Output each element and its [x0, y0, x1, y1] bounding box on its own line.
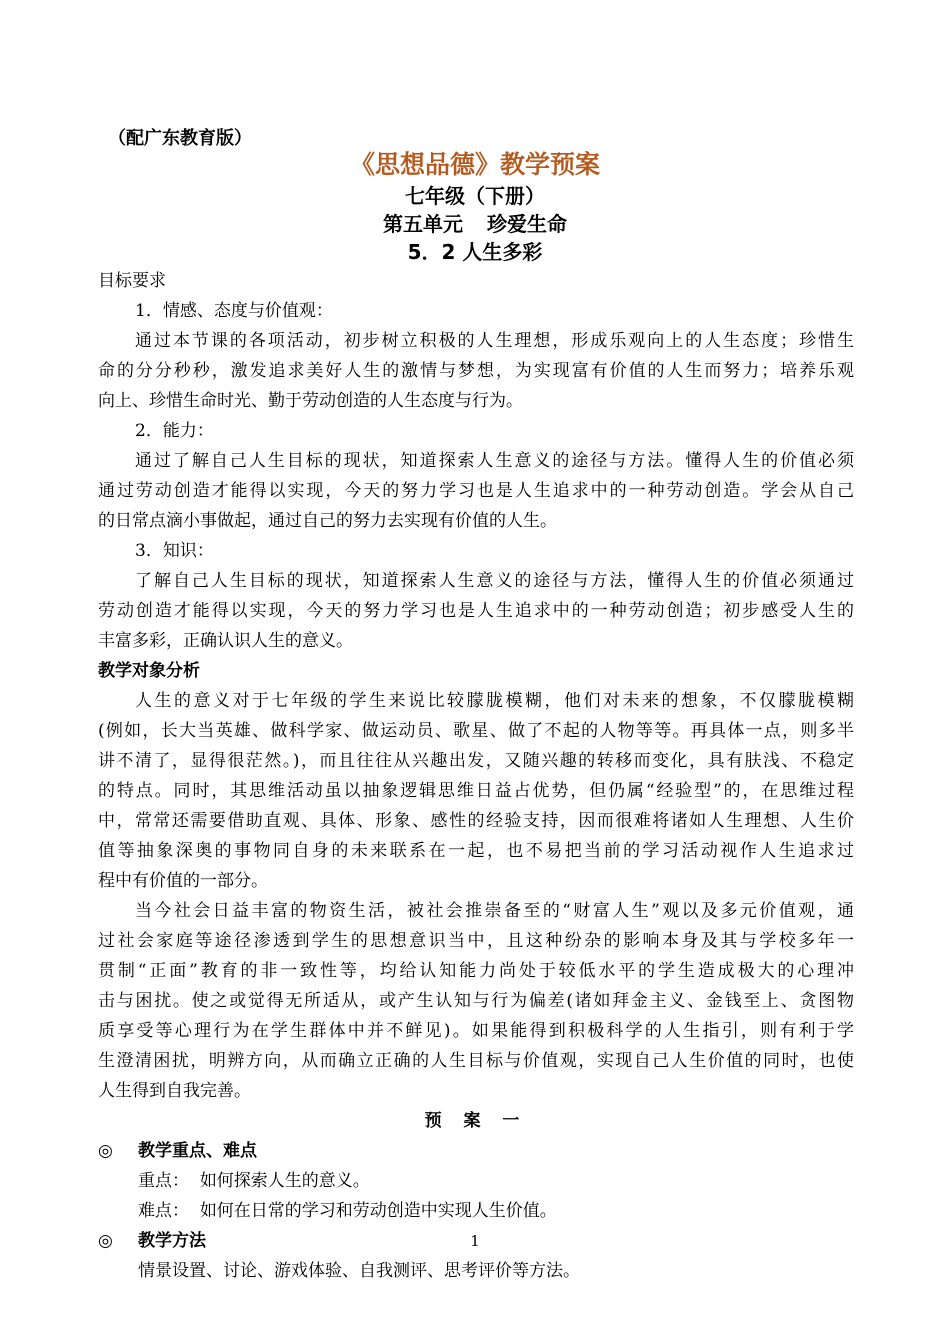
lesson-heading: 5．2 人生多彩 — [407, 240, 543, 264]
unit-name: 珍爱生命 — [487, 212, 567, 236]
key-point-line — [98, 1166, 854, 1196]
goal-2-heading: 2．能力： — [135, 421, 214, 441]
document-title: 《思想品德》教学预案 — [349, 150, 600, 179]
paragraph-line: 的日常点滴小事做起，通过自己的努力去实现有价值的人生。 — [98, 511, 557, 531]
paragraph-line: 通过劳动创造才能得以实现，今天的努力学习也是人生追求中的一种劳动创造。学会从自己 — [98, 481, 854, 501]
paragraph-line: 过社会家庭等途径渗透到学生的思想意识当中，且这种纷杂的影响本身及其与学校多年一 — [98, 931, 854, 951]
paragraph-line: 程中有价值的一部分。 — [98, 871, 268, 891]
paragraph-line: 人生得到自我完善。 — [98, 1081, 251, 1101]
goal-3-heading: 3．知识： — [135, 541, 214, 561]
paragraph-line: 中，常常还需要借助直观、具体、形象、感性的经验支持，因而很难将诸如人生理想、人生价 — [98, 811, 854, 831]
section-heading-key-points — [98, 1136, 854, 1166]
paragraph-line: 的特点。同时，其思维活动虽以抽象逻辑思维日益占优势，但仍属“经验型”的，在思维过程 — [98, 781, 854, 801]
key-label: 重点： — [138, 1171, 189, 1191]
paragraph-line: 当今社会日益丰富的物资生活，被社会推崇备至的“财富人生”观以及多元价值观，通 — [135, 901, 854, 921]
paragraph-line: 生澄清困扰，明辨方向，从而确立正确的人生目标与价值观，实现自己人生价值的同时，也使 — [98, 1051, 854, 1071]
paragraph-line: 贯制“正面”教育的非一致性等，均给认知能力尚处于较低水平的学生造成极大的心理冲 — [98, 961, 854, 981]
paragraph-line: 向上、珍惜生命时光、勤于劳动创造的人生态度与行为。 — [98, 391, 523, 411]
paragraph-line: 值等抽象深奥的事物同自身的未来联系在一起，也不易把当前的学习活动视作人生追求过 — [98, 841, 854, 861]
paragraph-line: (例如，长大当英雄、做科学家、做运动员、歌星、做了不起的人物等等。再具体一点，则多半 — [98, 721, 854, 741]
circle-bullet-icon: ◎ — [98, 1141, 113, 1161]
paragraph-line: 劳动创造才能得以实现，今天的努力学习也是人生追求中的一种劳动创造；初步感受人生的 — [98, 601, 854, 621]
grade-heading: 七年级（下册） — [405, 184, 545, 208]
paragraph-line: 质享受等心理行为在学生群体中并不鲜见)。如果能得到积极科学的人生指引，则有利于学 — [98, 1021, 854, 1041]
difficulty-line — [98, 1196, 854, 1226]
plan-heading: 预 案 一 — [424, 1111, 528, 1131]
unit-heading — [0, 210, 950, 238]
goals-heading: 目标要求 — [98, 271, 166, 291]
page-number: 1 — [470, 1232, 480, 1250]
paragraph-line: 通过了解自己人生目标的现状，知道探索人生意义的途径与方法。懂得人生的价值必须 — [135, 451, 854, 471]
document-body — [98, 266, 854, 1286]
paragraph-line: 丰富多彩，正确认识人生的意义。 — [98, 631, 353, 651]
paragraph-line: 了解自己人生目标的现状，知道探索人生意义的途径与方法，懂得人生的价值必须通过 — [135, 571, 854, 591]
edition-note: （配广东教育版） — [108, 128, 252, 149]
paragraph-line: 通过本节课的各项活动，初步树立积极的人生理想，形成乐观向上的人生态度；珍惜生 — [135, 331, 854, 351]
paragraph-line: 人生的意义对于七年级的学生来说比较朦胧模糊，他们对未来的想象，不仅朦胧模糊 — [135, 691, 854, 711]
difficulty-label: 难点： — [138, 1201, 189, 1221]
circle-bullet-icon: ◎ — [98, 1231, 113, 1251]
key-text: 如何探索人生的意义。 — [199, 1171, 370, 1191]
goal-1-heading: 1．情感、态度与价值观： — [135, 301, 333, 321]
unit-number: 第五单元 — [383, 212, 463, 236]
paragraph-line: 命的分分秒秒，激发追求美好人生的激情与梦想，为实现富有价值的人生而努力；培养乐观 — [98, 361, 854, 381]
paragraph-line: 击与困扰。使之或觉得无所适从，或产生认知与行为偏差(诸如拜金主义、金钱至上、贪图物 — [98, 991, 854, 1011]
paragraph-line: 讲不清了，显得很茫然。)，而且往往从兴趣出发，又随兴趣的转移而变化，具有肤浅、不稳定 — [98, 751, 854, 771]
section-title: 教学方法 — [138, 1231, 206, 1251]
methods-line: 情景设置、讨论、游戏体验、自我测评、思考评价等方法。 — [138, 1261, 580, 1281]
section-title: 教学重点、难点 — [138, 1141, 257, 1161]
analysis-heading: 教学对象分析 — [98, 661, 200, 681]
difficulty-text: 如何在日常的学习和劳动创造中实现人生价值。 — [199, 1201, 557, 1221]
